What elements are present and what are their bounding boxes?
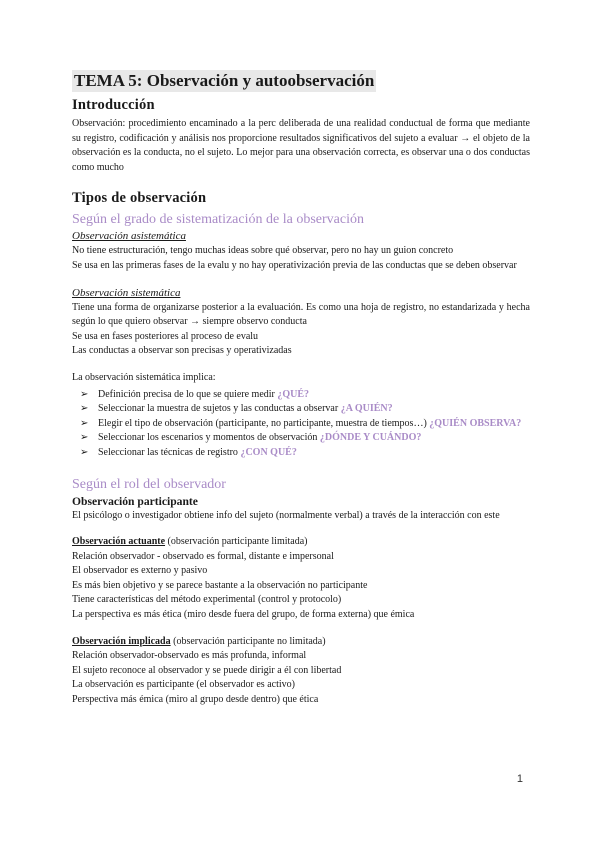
sistematizacion-subheading: Según el grado de sistematización de la observación — [72, 212, 364, 228]
asistematica-line: Se usa en las primeras fases de la evalu y no hay operativización previa de las conductas que se deben observar — [72, 259, 517, 271]
list-item — [80, 402, 530, 417]
list-item-question: ¿DÓNDE Y CUÁNDO? — [319, 432, 422, 444]
implicada-title: Observación implicada — [72, 635, 171, 647]
arrow-bullet-icon: ➢ — [80, 417, 89, 429]
actuante-title-line — [72, 535, 530, 550]
list-item-text: Elegir el tipo de observación (participante, no participante, muestra de tiempos…) — [98, 417, 430, 429]
list-item — [80, 446, 530, 461]
arrow-bullet-icon: ➢ — [80, 403, 89, 415]
implicada-title-line — [72, 635, 530, 650]
implicada-line: Relación observador-observado es más profunda, informal — [72, 650, 307, 662]
page-number: 1 — [516, 773, 523, 785]
arrow-bullet-icon: ➢ — [80, 432, 89, 444]
arrow-bullet-icon: ➢ — [80, 446, 89, 458]
actuante-line: Tiene características del método experimental (control y protocolo) — [72, 594, 342, 606]
intro-paragraph: Observación: procedimiento encaminado a la perc deliberada de una realidad conductual de forma que mediante su registro, codificación y análisis nos proporcione resultados significativos del sujeto a evaluar → el objeto de la observación es la conducta, no el sujeto. Lo mejor para una observación correcta, es observar una o dos conductas como mucho — [72, 118, 530, 173]
list-item — [80, 431, 530, 446]
implica-list — [72, 388, 530, 461]
actuante-line: La perspectiva es más ética (miro desde fuera del grupo, de forma externa) que émica — [72, 609, 415, 621]
list-item-question: ¿CON QUÉ? — [240, 446, 297, 458]
sistematica-line: Las conductas a observar son precisas y operativizadas — [72, 345, 292, 357]
list-item-question: ¿QUIÉN OBSERVA? — [429, 417, 522, 429]
sistematica-line: Se usa en fases posteriores al proceso de evalu — [72, 330, 259, 342]
document-page — [72, 70, 530, 708]
sistematica-title: Observación sistemática — [72, 286, 181, 299]
list-item-text: Seleccionar las técnicas de registro — [98, 446, 241, 458]
implicada-line: El sujeto reconoce al observador y se puede dirigir a él con libertad — [72, 664, 342, 676]
participante-title: Observación participante — [72, 494, 198, 508]
asistematica-title: Observación asistemática — [72, 230, 186, 243]
list-item-text: Definición precisa de lo que se quiere medir — [98, 388, 278, 400]
asistematica-line: No tiene estructuración, tengo muchas ideas sobre qué observar, pero no hay un guion concreto — [72, 245, 454, 257]
rol-subheading: Según el rol del observador — [72, 476, 226, 492]
implicada-line: La observación es participante (el observador es activo) — [72, 679, 295, 691]
actuante-line: El observador es externo y pasivo — [72, 565, 208, 577]
actuante-line: Es más bien objetivo y se parece bastante a la observación no participante — [72, 579, 368, 591]
list-item — [80, 388, 530, 403]
implicada-qualifier: (observación participante no limitada) — [170, 635, 326, 647]
implica-intro: La observación sistemática implica: — [72, 371, 216, 383]
arrow-bullet-icon: ➢ — [80, 388, 89, 400]
actuante-qualifier: (observación participante limitada) — [165, 536, 308, 548]
list-item-question: ¿QUÉ? — [277, 388, 310, 400]
actuante-title: Observación actuante — [72, 536, 166, 548]
tipos-heading: Tipos de observación — [72, 190, 207, 207]
intro-heading: Introducción — [72, 97, 155, 113]
actuante-line: Relación observador - observado es formal, distante e impersonal — [72, 550, 334, 562]
participante-text: El psicólogo o investigador obtiene info del sujeto (normalmente verbal) a través de la interacción con este — [72, 509, 500, 521]
list-item — [80, 417, 530, 432]
implicada-line: Perspectiva más émica (miro al grupo desde dentro) que ética — [72, 694, 319, 706]
list-item-question: ¿A QUIÉN? — [340, 403, 393, 415]
sistematica-line: Tiene una forma de organizarse posterior a la evaluación. Es como una hoja de registro, no estandarizada y hecha según lo que quiero observar → siempre observo conducta — [72, 301, 530, 328]
list-item-text: Seleccionar la muestra de sujetos y las conductas a observar — [98, 403, 341, 415]
page-title: TEMA 5: Observación y autoobservación — [74, 71, 375, 90]
list-item-text: Seleccionar los escenarios y momentos de observación — [98, 432, 320, 444]
